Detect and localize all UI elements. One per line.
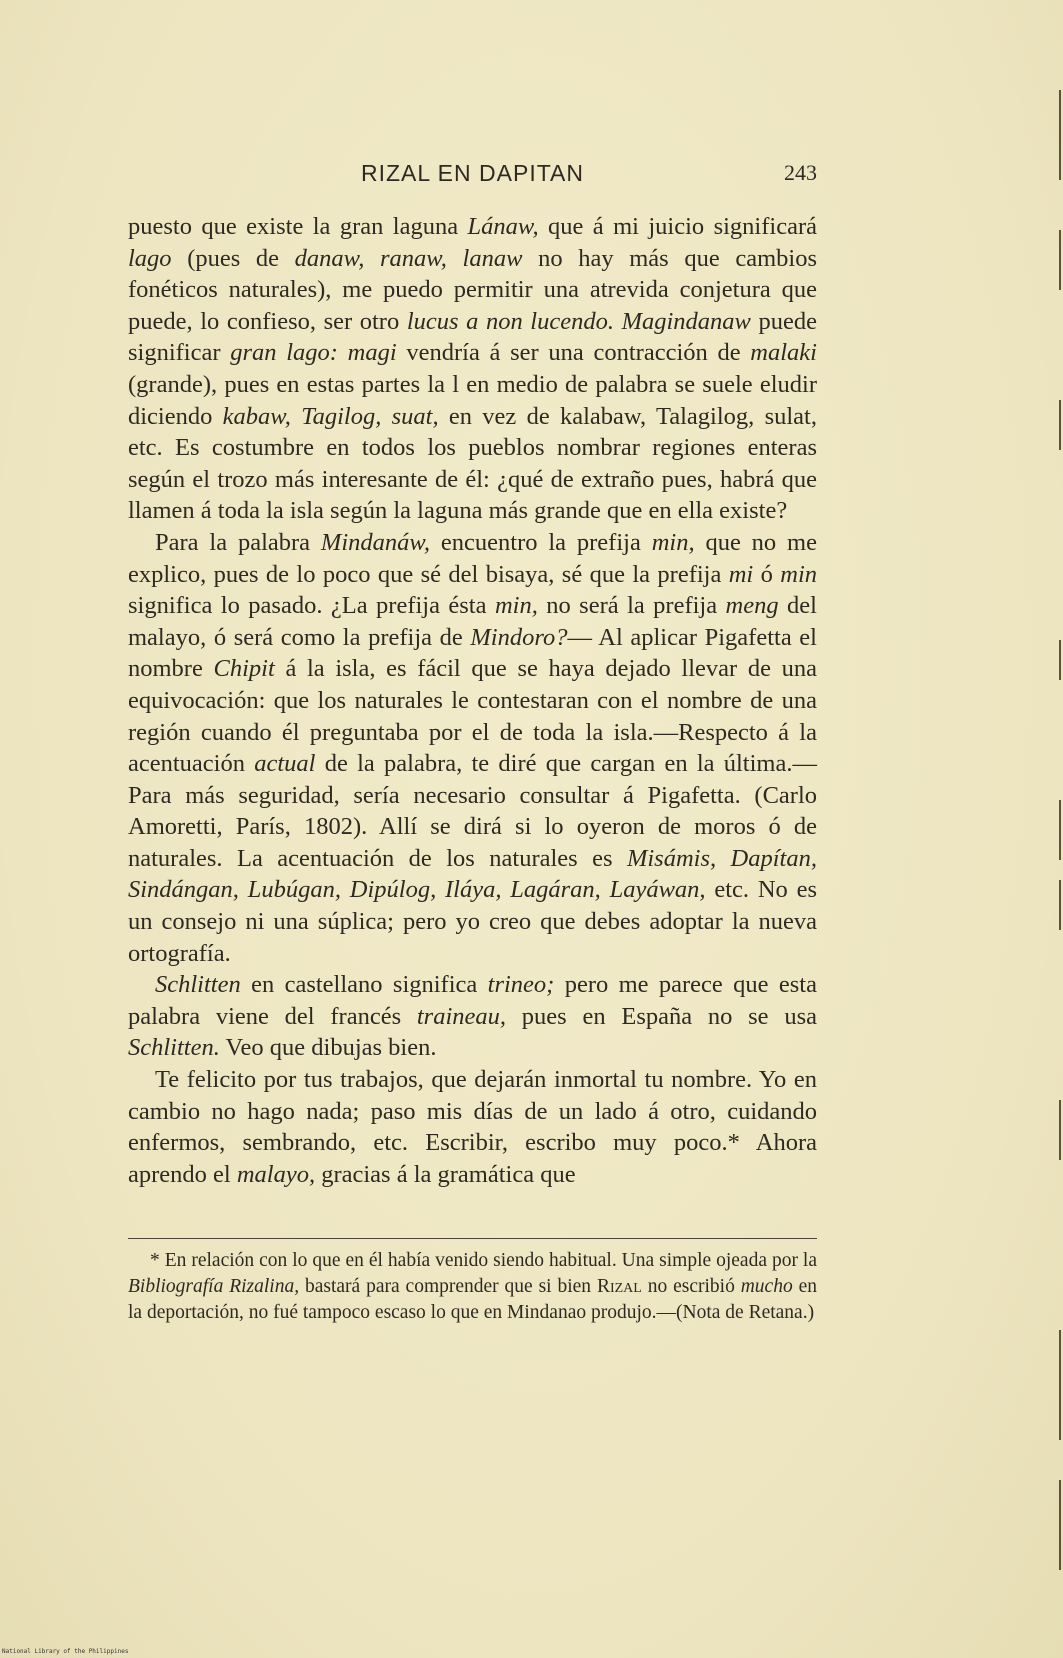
- paragraph-1: puesto que existe la gran laguna Lánaw, que á mi juicio significará lago (pues de danaw, ranaw, lanaw no hay más que cambios fonéticos naturales), me puedo permitir una atrevida conjetura que puede, lo confieso, ser otro lucus a non lucendo. Magindanaw puede significar gran lago: magi vendría á ser una contracción de malaki (grande), pues en estas partes la l en medio de palabra se suele eludir diciendo kabaw, Tagilog, suat, en vez de kalabaw, Talagilog, sulat, etc. Es costumbre en todos los pueblos nombrar regiones enteras según el trozo más interesante de él: ¿qué de extraño pues, habrá que llamen á toda la isla según la laguna más grande que en ella existe?: [128, 213, 817, 525]
- paragraph-4: Te felicito por tus trabajos, que dejarán inmortal tu nombre. Yo en cambio no hago nada; paso mis días de un lado á otro, cuidando enfermos, sembrando, etc. Escribir, escribo muy poco.* Ahora aprendo el malayo, gracias á la gramática que: [128, 1066, 817, 1188]
- page-edge-marks: [1053, 0, 1063, 1658]
- footnote-rule: [128, 1238, 817, 1239]
- running-head: RIZAL EN DAPITAN: [360, 160, 585, 186]
- footnote: [128, 1248, 817, 1326]
- body-text: [128, 211, 817, 1190]
- page-header: [128, 160, 817, 196]
- footnote-text: * En relación con lo que en él había venido siendo habitual. Una simple ojeada por la Bibliografía Rizalina, bastará para comprender que si bien Rizal no escribió mucho en la deportación, no fué tampoco escaso lo que en Mindanao produjo.—(Nota de Retana.): [128, 1250, 818, 1323]
- paragraph-3: Schlitten en castellano significa trineo; pero me parece que esta palabra viene del francés traineau, pues en España no se usa Schlitten. Veo que dibujas bien.: [128, 971, 817, 1062]
- page-number: 243: [784, 160, 817, 185]
- library-credit: National Library of the Philippines: [2, 1648, 129, 1655]
- paragraph-2: Para la palabra Mindanáw, encuentro la prefija min, que no me explico, pues de lo poco que sé del bisaya, sé que la prefija mi ó min significa lo pasado. ¿La prefija ésta min, no será la prefija meng del malayo, ó será como la prefija de Mindoro?— Al aplicar Pigafetta el nombre Chipit á la isla, es fácil que se haya dejado llevar de una equivocación: que los naturales le contestaran con el nombre de una región cuando él preguntaba por el de toda la isla.—Respecto á la acentuación actual de la palabra, te diré que cargan en la última.—Para más seguridad, sería necesario consultar á Pigafetta. (Carlo Amoretti, París, 1802). Allí se dirá si lo oyeron de moros ó de naturales. La acentuación de los naturales es Misámis, Dapítan, Sindángan, Lubúgan, Dipúlog, Iláya, Lagáran, Layáwan, etc. No es un consejo ni una súplica; pero yo creo que debes adoptar la nueva ortografía.: [128, 528, 817, 967]
